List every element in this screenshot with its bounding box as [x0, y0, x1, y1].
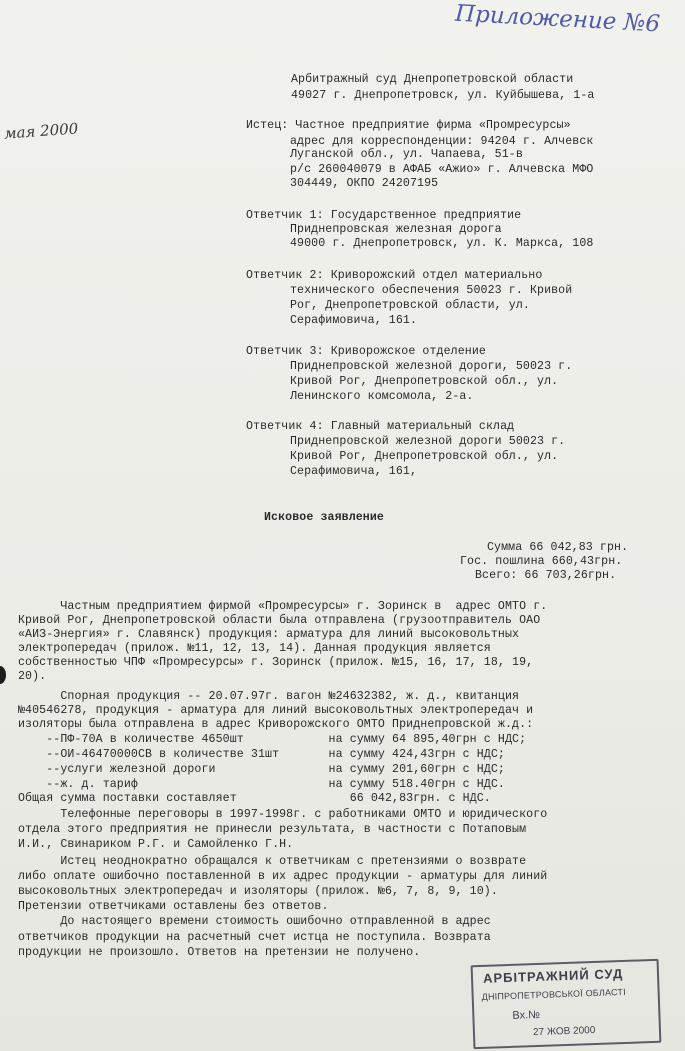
- body-line: Кривой Рог, Днепропетровской области была отправлена (грузоотправитель ОАО: [18, 614, 541, 627]
- body-line: Общая сумма поставки составляет 66 042,83грн. с НДС.: [18, 792, 491, 805]
- body-line: --ж. д. тариф на сумму 518.40грн с НДС.: [18, 778, 505, 791]
- body-line: --ПФ-70А в количестве 4650шт на сумму 64 895,40грн с НДС;: [18, 733, 527, 746]
- body-line: Спорная продукция -- 20.07.97г. вагон №24632382, ж. д., квитанция: [18, 690, 520, 703]
- body-line: электропередач (прилож. №11, 12, 13, 14). Данная продукция является: [18, 642, 491, 655]
- body-line: 20).: [18, 670, 47, 683]
- stamp-number-label: Вх.№: [512, 1008, 541, 1022]
- body-line: --услуги железной дороги на сумму 201,60грн с НДС;: [18, 763, 505, 776]
- body-line: либо оплате ошибочно поставленной в их адрес продукции - арматуры для линий: [18, 870, 548, 883]
- body-line: ответчиков продукции на расчетный счет истца не поступила. Возврата: [18, 931, 491, 944]
- body-line: «АИЗ-Энергия» г. Славянск) продукция: арматура для линий высоковольтных: [18, 628, 520, 641]
- body-line: --ОИ-46470000СВ в количестве 31шт на сумму 424,43грн с НДС;: [18, 748, 505, 761]
- body-line: №40546278, продукция - арматура для линий высоковольтных электропередач и: [18, 704, 534, 717]
- stamp-title: АРБІТРАЖНИЙ СУД: [482, 965, 624, 986]
- body-line: Претензии ответчиками оставлены без ответов.: [18, 900, 329, 913]
- body-line: Частным предприятием фирмой «Промресурсы» г. Зоринск в адрес ОМТО г.: [18, 600, 548, 613]
- handwritten-date-note: мая 2000: [3, 119, 79, 143]
- body-line: До настоящего времени стоимость ошибочно отправленной в адрес: [18, 915, 491, 928]
- body-line: высоковольтных электропередач и изоляторы (прилож. №6, 7, 8, 9, 10).: [18, 885, 498, 898]
- document-title: Исковое заявление: [264, 511, 384, 524]
- body-line: собственностью ЧПФ «Промресурсы» г. Зоринск (прилож. №15, 16, 17, 18, 19,: [18, 656, 534, 669]
- document-page: Приложение №6 мая 2000 Арбитражный суд Днепропетровской области 49027 г. Днепропетровск, ул. Куйбышева, 1-а Истец: Частное предприятие фирма «Промресурсы» адрес для корреспонденции: 94204 г. Алчевск Луганской обл., ул. Чапаева, 51-в р/с 260040079 в АФАБ «Ажио» г. Алчевска МФО 304449, ОКПО 24207195 Ответчик 1: Государственное предприятие Приднепровская железная дорога 49000 г. Днепропетровск, ул. К. Маркса, 108 Ответчик 2: Криворожский отдел материально технического обеспечения 50023 г. Кривой Рог, Днепропетровской области, ул. Серафимовича, 161. Ответчик 3: Криворожское отделение Приднепровской железной дороги, 50023 г. Кривой Рог, Днепропетровской обл., ул. Ленинского комсомола, 2-а. Ответчик 4: Главный материальный склад Приднепровской железной дороги 50023 г. Кривой Рог, Днепропетровской обл., ул. Серафимовича, 161, Исковое заявление Сумма 66 042,83 грн. Гос. пошлина 660,43грн. Всего: 66 703,26грн. Частным предприятием фирмой «Промресурсы» г. Зоринск в адрес ОМТО г. Кривой Рог, Днепропетровской области была отправлена (грузоотправитель ОАО «АИЗ-Энергия» г. Славянск) продукция: арматура для линий высоковольтных электропередач (прилож. №11, 12, 13, 14). Данная продукция является собственностью ЧПФ «Промресурсы» г. Зоринск (прилож. №15, 16, 17, 18, 19, 20). Спорная продукция -- 20.07.97г. вагон №24632382, ж. д., квитанция №40546278, продукция - арматура для линий высоковольтных электропередач и изоляторы была отправлена в адрес Криворожского ОМТО Приднепровской ж.д.: --ПФ-70А в количестве 4650шт на сумму 64 895,40грн с НДС; --ОИ-46470000СВ в количестве 31шт на сумму 424,43грн с НДС; --услуги железной дороги на сумму 201,60грн с НДС; --ж. д. тариф на сумму 518.40грн с НДС. Общая сумма поставки составляет 66 042,83грн. с НДС. Телефонные переговоры в 1997-1998г. с работниками ОМТО и юридического отдела этого предприятия не принесли результата, в частности с Потаповым И.И., Свинариком Р.Г. и Самойленко Г.Н. Истец неоднократно обращался к ответчикам с претензиями о возврате либо оплате ошибочно поставленной в их адрес продукции - арматуры для линий высоковольтных электропередач и изоляторы (прилож. №6, 7, 8, 9, 10). Претензии ответчиками оставлены без ответов. До настоящего времени стоимость ошибочно отправленной в адрес ответчиков продукции на расчетный счет истца не поступила. Возврата продукции не произошло. Ответов на претензии не получено. АРБІТРАЖНИЙ СУД ДНІПРОПЕТРОВСЬКОЇ ОБЛАСТІ Вх.№ 27 ЖОВ 2000: [0, 0, 685, 1051]
- body-line: И.И., Свинариком Р.Г. и Самойленко Г.Н.: [18, 838, 294, 851]
- punch-hole: [0, 666, 6, 684]
- body-line: отдела этого предприятия не принесли результата, в частности с Потаповым: [18, 823, 527, 836]
- court-receipt-stamp: [471, 959, 662, 1050]
- body-line: продукции не произошло. Ответов на претензии не получено.: [18, 946, 421, 959]
- stamp-date: 27 ЖОВ 2000: [532, 1024, 596, 1039]
- body-line: изоляторы была отправлена в адрес Криворожского ОМТО Приднепровской ж.д.:: [18, 718, 534, 731]
- body-line: Телефонные переговоры в 1997-1998г. с работниками ОМТО и юридического: [18, 808, 548, 821]
- body-line: Истец неоднократно обращался к ответчикам с претензиями о возврате: [18, 855, 527, 868]
- stamp-region: ДНІПРОПЕТРОВСЬКОЇ ОБЛАСТІ: [481, 986, 627, 1002]
- handwritten-annex-note: Приложение №6: [454, 0, 661, 38]
